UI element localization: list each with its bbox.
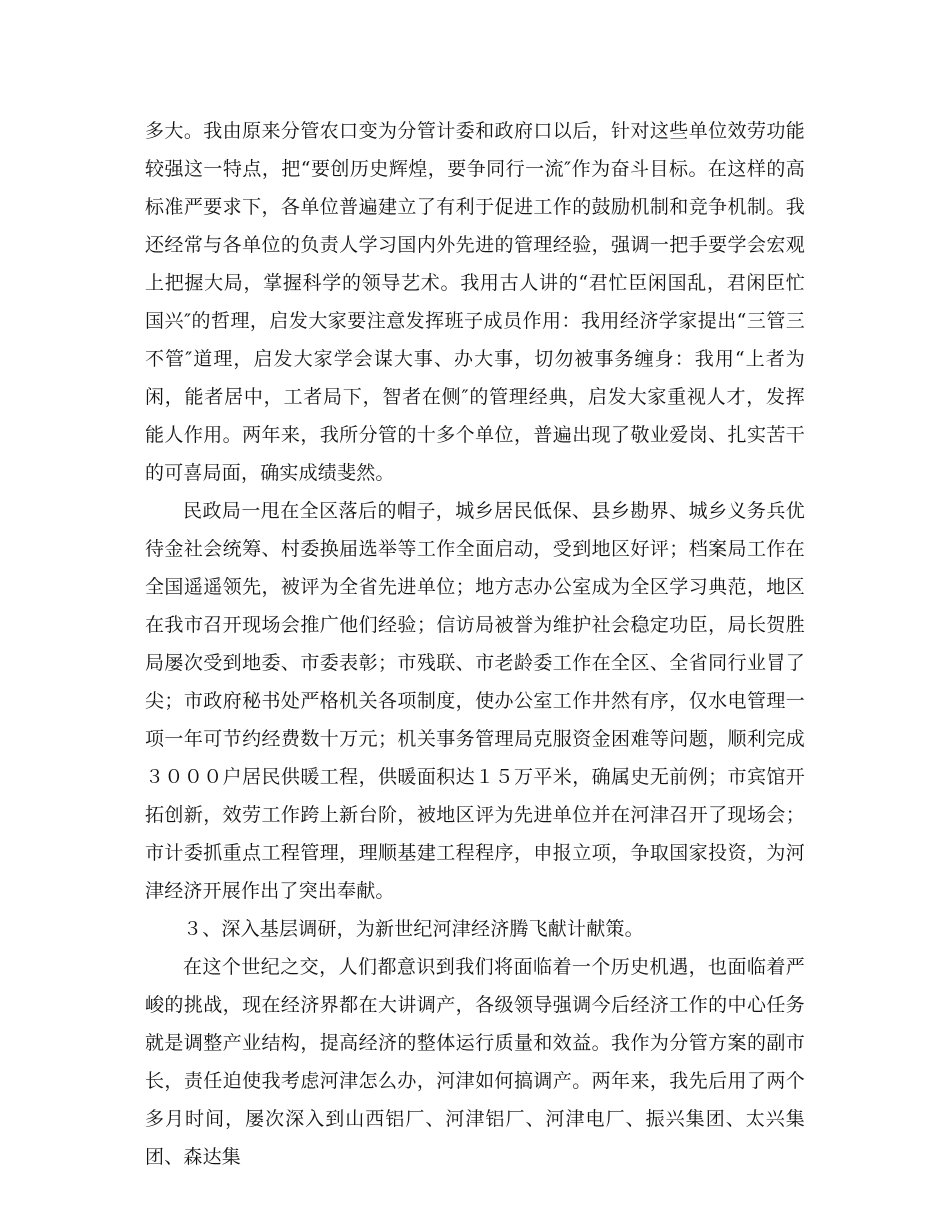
paragraph-research: 在这个世纪之交，人们都意识到我们将面临着一个历史机遇，也面临着严峻的挑战，现在经济界都在大讲调产，各级领导强调今后经济工作的中心任务就是调整产业结构，提高经济的整体运行质量和效益。我作为分管方案的副市长，责任迫使我考虑河津怎么办，河津如何搞调产。两年来，我先后用了两个多月时间，屡次深入到山西铝厂、河津铝厂、河津电厂、振兴集团、太兴集团、森达集 — [145, 956, 805, 1168]
document-body — [145, 112, 805, 1176]
paragraph-achievements: 民政局一甩在全区落后的帽子，城乡居民低保、县乡勘界、城乡义务兵优待金社会统筹、村委换届选举等工作全面启动，受到地区好评；档案局工作在全国遥遥领先，被评为全省先进单位；地方志办公室成为全区学习典范，地区在我市召开现场会推广他们经验；信访局被誉为维护社会稳定功臣，局长贺胜局屡次受到地委、市委表彰；市残联、市老龄委工作在全区、全省同行业冒了尖；市政府秘书处严格机关各项制度，使办公室工作井然有序，仅水电管理一项一年可节约经费数十万元；机关事务管理局克服资金困难等问题，顺利完成３０００户居民供暖工程，供暖面积达１５万平米，确属史无前例；市宾馆开拓创新，效劳工作跨上新台阶，被地区评为先进单位并在河津召开了现场会；市计委抓重点工程管理，理顺基建工程程序，申报立项，争取国家投资，为河津经济开展作出了突出奉献。 — [145, 500, 805, 902]
paragraph-continuation: 多大。我由原来分管农口变为分管计委和政府口以后，针对这些单位效劳功能较强这一特点，把“要创历史辉煌，要争同行一流″作为奋斗目标。在这样的高标准严要求下，各单位普遍建立了有利于促进工作的鼓励机制和竞争机制。我还经常与各单位的负责人学习国内外先进的管理经验，强调一把手要学会宏观上把握大局，掌握科学的领导艺术。我用古人讲的“君忙臣闲国乱，君闲臣忙国兴″的哲理，启发大家要注意发挥班子成员作用：我用经济学家提出“三管三不管″道理，启发大家学会谋大事、办大事，切勿被事务缠身：我用“上者为闲，能者居中，工者局下，智者在侧″的管理经典，启发大家重视人才，发挥能人作用。两年来，我所分管的十多个单位，普遍出现了敬业爱岗、扎实苦干的可喜局面，确实成绩斐然。 — [145, 120, 805, 484]
section-heading: ３、深入基层调研，为新世纪河津经济腾飞献计献策。 — [183, 918, 644, 940]
